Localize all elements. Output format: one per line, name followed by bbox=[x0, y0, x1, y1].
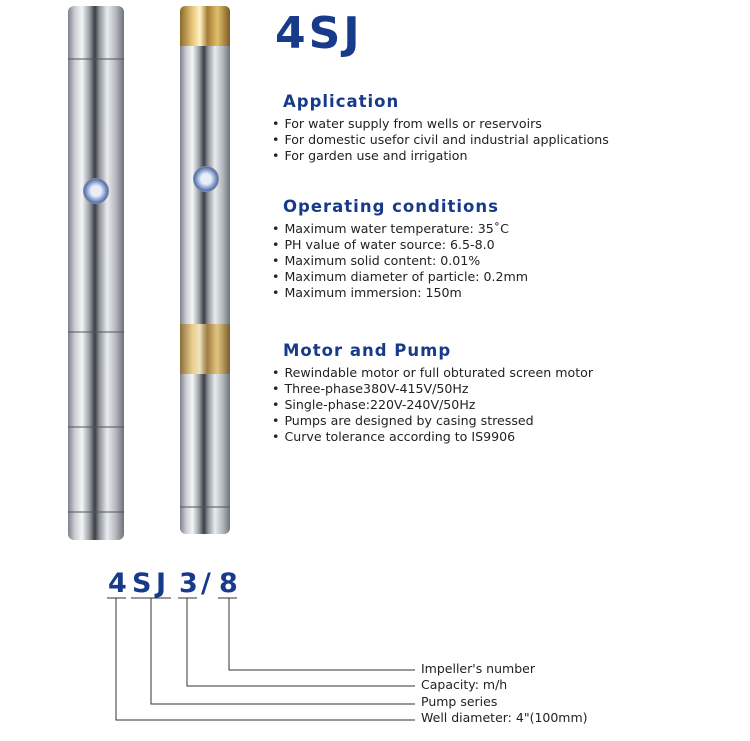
product-title: 4SJ bbox=[275, 8, 363, 59]
list-item: • Rewindable motor or full obturated screen motor bbox=[272, 365, 593, 381]
list-item: • Three-phase380V-415V/50Hz bbox=[272, 381, 593, 397]
leader-impeller bbox=[229, 598, 415, 670]
legend-capacity: Capacity: m/h bbox=[421, 677, 508, 692]
leader-capacity bbox=[187, 598, 415, 686]
list-item: • Maximum solid content: 0.01% bbox=[272, 253, 528, 269]
list-item: • Maximum immersion: 150m bbox=[272, 285, 528, 301]
section-heading: Operating conditions bbox=[283, 197, 499, 216]
section-heading: Motor and Pump bbox=[283, 341, 452, 360]
code-char: 4 bbox=[108, 568, 127, 599]
list-item: • For garden use and irrigation bbox=[272, 148, 609, 164]
list-item: • Single-phase:220V-240V/50Hz bbox=[272, 397, 593, 413]
list-item: • Maximum diameter of particle: 0.2mm bbox=[272, 269, 528, 285]
section-heading: Application bbox=[283, 92, 400, 111]
code-char: 3 bbox=[179, 568, 198, 599]
list-item: • For domestic usefor civil and industrial applications bbox=[272, 132, 609, 148]
legend-series: Pump series bbox=[421, 694, 498, 709]
leader-diameter bbox=[116, 598, 415, 720]
code-char: S bbox=[132, 568, 152, 599]
legend-impeller: Impeller's number bbox=[421, 661, 535, 676]
leader-series bbox=[151, 598, 415, 704]
list-item: • Pumps are designed by casing stressed bbox=[272, 413, 593, 429]
code-char: 8 bbox=[219, 568, 238, 599]
list-item: • For water supply from wells or reservoirs bbox=[272, 116, 609, 132]
legend-diameter: Well diameter: 4"(100mm) bbox=[421, 710, 588, 725]
list-item: • PH value of water source: 6.5-8.0 bbox=[272, 237, 528, 253]
list-item: • Curve tolerance according to IS9906 bbox=[272, 429, 593, 445]
code-char: / bbox=[201, 568, 211, 599]
list-item: • Maximum water temperature: 35˚C bbox=[272, 221, 528, 237]
code-char: J bbox=[156, 568, 167, 599]
